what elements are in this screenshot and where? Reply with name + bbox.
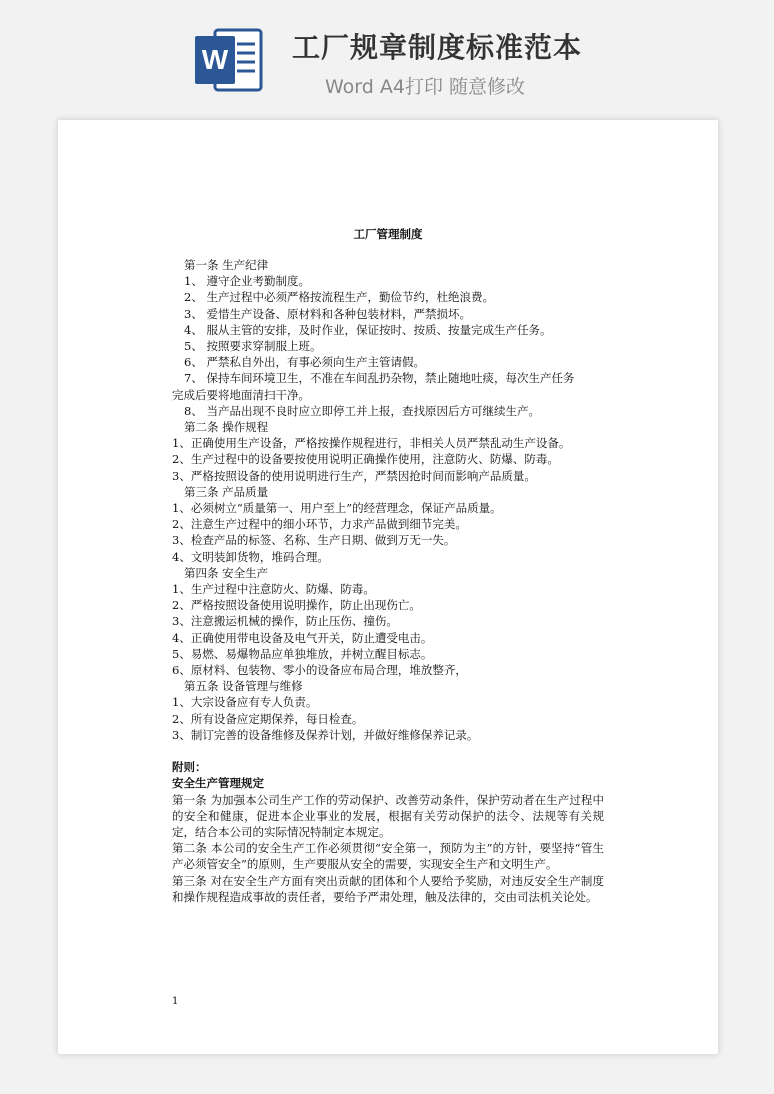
list-item: 8、 当产品出现不良时应立即停工并上报，查找原因后方可继续生产。 bbox=[184, 403, 540, 418]
list-item: 3、 爱惜生产设备、原材料和各种包装材料，严禁损坏。 bbox=[184, 306, 471, 321]
list-item: 4、 服从主管的安排，及时作业，保证按时、按质、按量完成生产任务。 bbox=[184, 322, 552, 337]
list-item: 1、正确使用生产设备，严格按操作规程进行，非相关人员严禁乱动生产设备。 bbox=[172, 436, 571, 451]
list-item: 1、必须树立“质量第一、用户至上”的经营理念，保证产品质量。 bbox=[172, 501, 502, 516]
list-item: 5、易燃、易爆物品应单独堆放，并树立醒目标志。 bbox=[172, 646, 433, 661]
list-item: 3、检查产品的标签、名称、生产日期、做到万无一失。 bbox=[172, 533, 456, 548]
appendix-paragraph: 第一条 为加强本公司生产工作的劳动保护、改善劳动条件，保护劳动者在生产过程中的安全和健康，促进本企业事业的发展，根据有关劳动保护的法令、法规等有关规定，结合本公司的实际情况特制定本规定。 bbox=[172, 792, 604, 839]
list-item: 6、 严禁私自外出，有事必须向生产主管请假。 bbox=[184, 355, 425, 370]
list-item: 4、正确使用带电设备及电气开关，防止遭受电击。 bbox=[172, 630, 433, 645]
word-icon-letter: W bbox=[201, 44, 229, 75]
appendix-paragraph: 第三条 对在安全生产方面有突出贡献的团体和个人要给予奖励，对违反安全生产制度和操作规程造成事故的责任者，要给予严肃处理，触及法律的，交由司法机关论处。 bbox=[172, 873, 604, 904]
header-banner bbox=[0, 0, 774, 118]
list-item: 2、注意生产过程中的细小环节，力求产品做到细节完美。 bbox=[172, 517, 467, 532]
appendix-paragraph: 第二条 本公司的安全生产工作必须贯彻“安全第一，预防为主”的方针，要坚持“管生产必须管安全”的原则，生产要服从安全的需要，实现安全生产和文明生产。 bbox=[172, 841, 604, 872]
spacer bbox=[172, 743, 604, 759]
list-item-continuation: 完成后要将地面清扫干净。 bbox=[172, 387, 310, 402]
list-item: 1、 遵守企业考勤制度。 bbox=[184, 274, 310, 289]
document-page bbox=[58, 120, 718, 1054]
appendix-label: 附则： bbox=[172, 760, 207, 775]
page-number: 1 bbox=[172, 996, 179, 1007]
document-title: 工厂管理制度 bbox=[353, 227, 423, 241]
section-heading: 第二条 操作规程 bbox=[184, 420, 269, 435]
list-item: 3、严格按照设备的使用说明进行生产，严禁因抢时间而影响产品质量。 bbox=[172, 468, 536, 483]
banner-title: 工厂规章制度标准范本 bbox=[292, 31, 583, 64]
banner-subtitle: Word A4打印 随意修改 bbox=[325, 76, 526, 98]
word-document-icon bbox=[193, 24, 265, 96]
list-item: 2、严格按照设备使用说明操作，防止出现伤亡。 bbox=[172, 598, 421, 613]
section-heading: 第五条 设备管理与维修 bbox=[184, 679, 303, 694]
list-item: 2、生产过程中的设备要按使用说明正确操作使用，注意防火、防爆、防毒。 bbox=[172, 452, 559, 467]
document-body bbox=[172, 257, 604, 905]
list-item: 2、所有设备应定期保养，每日检查。 bbox=[172, 711, 364, 726]
section-heading: 第三条 产品质量 bbox=[184, 484, 269, 499]
section-heading: 第一条 生产纪律 bbox=[184, 258, 269, 272]
list-item: 6、原材料、包装物、零小的设备应布局合理，堆放整齐， bbox=[172, 663, 467, 678]
list-item: 2、 生产过程中必须严格按流程生产，勤俭节约，杜绝浪费。 bbox=[184, 290, 494, 305]
list-item: 1、生产过程中注意防火、防爆、防毒。 bbox=[172, 582, 375, 597]
list-item: 3、制订完善的设备维修及保养计划，并做好维修保养记录。 bbox=[172, 727, 479, 742]
list-item: 5、 按照要求穿制服上班。 bbox=[184, 339, 322, 354]
list-item: 1、大宗设备应有专人负责。 bbox=[172, 695, 318, 710]
list-item: 7、 保持车间环境卫生，不准在车间乱扔杂物，禁止随地吐痰，每次生产任务 bbox=[184, 371, 575, 386]
list-item: 3、注意搬运机械的操作，防止压伤、撞伤。 bbox=[172, 614, 398, 629]
section-heading: 第四条 安全生产 bbox=[184, 565, 269, 580]
appendix-title: 安全生产管理规定 bbox=[172, 776, 264, 791]
list-item: 4、文明装卸货物，堆码合理。 bbox=[172, 549, 329, 564]
